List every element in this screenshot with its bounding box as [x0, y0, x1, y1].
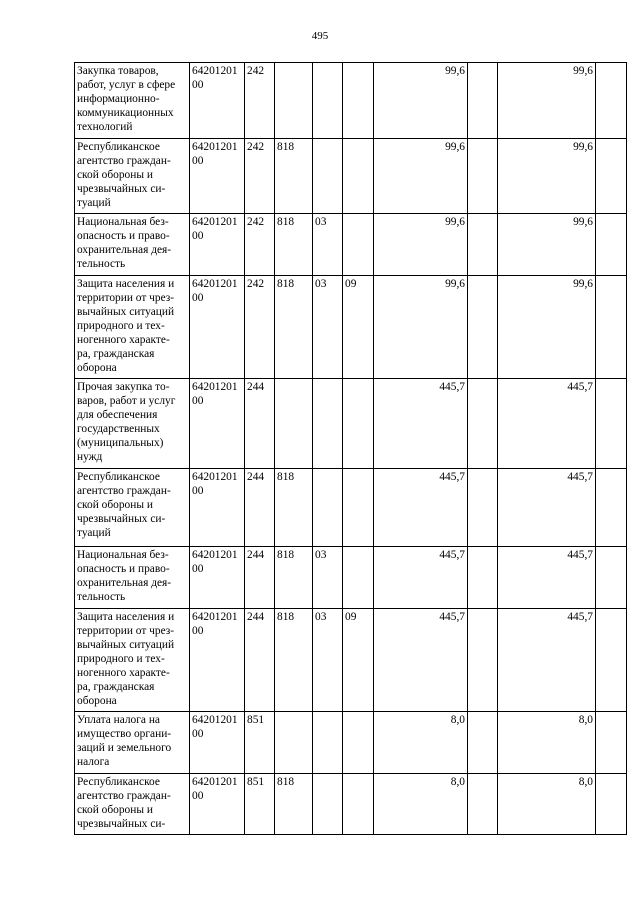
row-name-cell: Прочая закупка то- варов, работ и услуг для обеспечения государственных (муниципальных) нужд: [75, 379, 190, 469]
target-code-cell: 64201201 00: [190, 609, 245, 712]
empty-cell: [596, 139, 627, 214]
expense-type-cell: 244: [245, 547, 275, 609]
amount-cell-2: 445,7: [498, 469, 596, 547]
empty-cell: [468, 214, 498, 276]
amount-cell-2: 99,6: [498, 276, 596, 379]
amount-cell-1: 445,7: [374, 609, 468, 712]
expense-type-cell: 244: [245, 379, 275, 469]
subsection-code-cell: [343, 469, 374, 547]
target-code-cell: 64201201 00: [190, 214, 245, 276]
amount-cell-1: 99,6: [374, 139, 468, 214]
target-code-cell: 64201201 00: [190, 774, 245, 835]
empty-cell: [468, 469, 498, 547]
amount-cell-2: 99,6: [498, 214, 596, 276]
department-code-cell: 818: [275, 214, 313, 276]
target-code-cell: 64201201 00: [190, 276, 245, 379]
expense-type-cell: 244: [245, 469, 275, 547]
empty-cell: [596, 547, 627, 609]
department-code-cell: 818: [275, 139, 313, 214]
amount-cell-2: 99,6: [498, 63, 596, 139]
department-code-cell: 818: [275, 609, 313, 712]
expense-type-cell: 851: [245, 712, 275, 774]
empty-cell: [596, 379, 627, 469]
empty-cell: [596, 609, 627, 712]
empty-cell: [468, 139, 498, 214]
amount-cell-2: 445,7: [498, 379, 596, 469]
subsection-code-cell: 09: [343, 609, 374, 712]
amount-cell-1: 8,0: [374, 712, 468, 774]
subsection-code-cell: [343, 379, 374, 469]
amount-cell-2: 445,7: [498, 609, 596, 712]
target-code-cell: 64201201 00: [190, 379, 245, 469]
empty-cell: [596, 712, 627, 774]
expense-type-cell: 244: [245, 609, 275, 712]
budget-table: [74, 62, 627, 835]
row-name-cell: Национальная без- опасность и право- охранительная дея- тельность: [75, 547, 190, 609]
subsection-code-cell: [343, 712, 374, 774]
department-code-cell: 818: [275, 547, 313, 609]
department-code-cell: 818: [275, 774, 313, 835]
amount-cell-2: 99,6: [498, 139, 596, 214]
row-name-cell: Национальная без- опасность и право- охранительная дея- тельность: [75, 214, 190, 276]
amount-cell-2: 8,0: [498, 712, 596, 774]
row-name-cell: Республиканское агентство граждан- ской обороны и чрезвычайных си- туаций: [75, 139, 190, 214]
amount-cell-1: 99,6: [374, 63, 468, 139]
subsection-code-cell: [343, 139, 374, 214]
department-code-cell: 818: [275, 276, 313, 379]
amount-cell-1: 8,0: [374, 774, 468, 835]
subsection-code-cell: [343, 547, 374, 609]
table-row: [75, 214, 627, 276]
target-code-cell: 64201201 00: [190, 63, 245, 139]
empty-cell: [596, 469, 627, 547]
empty-cell: [468, 276, 498, 379]
amount-cell-2: 8,0: [498, 774, 596, 835]
expense-type-cell: 242: [245, 63, 275, 139]
subsection-code-cell: [343, 63, 374, 139]
section-code-cell: [313, 774, 343, 835]
row-name-cell: Республиканское агентство граждан- ской обороны и чрезвычайных си-: [75, 774, 190, 835]
amount-cell-1: 99,6: [374, 214, 468, 276]
target-code-cell: 64201201 00: [190, 139, 245, 214]
page-number: 495: [311, 30, 329, 42]
department-code-cell: [275, 379, 313, 469]
section-code-cell: [313, 139, 343, 214]
expense-type-cell: 242: [245, 276, 275, 379]
empty-cell: [468, 712, 498, 774]
row-name-cell: Закупка товаров, работ, услуг в сфере информационно- коммуникационных технологий: [75, 63, 190, 139]
row-name-cell: Защита населения и территории от чрез- вычайных ситуаций природного и тех- ногенного характе- ра, гражданская оборона: [75, 609, 190, 712]
empty-cell: [468, 609, 498, 712]
table-row: [75, 63, 627, 139]
section-code-cell: 03: [313, 547, 343, 609]
empty-cell: [468, 379, 498, 469]
empty-cell: [596, 774, 627, 835]
section-code-cell: 03: [313, 609, 343, 712]
amount-cell-2: 445,7: [498, 547, 596, 609]
section-code-cell: 03: [313, 276, 343, 379]
department-code-cell: [275, 63, 313, 139]
subsection-code-cell: [343, 214, 374, 276]
target-code-cell: 64201201 00: [190, 547, 245, 609]
table-row: [75, 469, 627, 547]
row-name-cell: Республиканское агентство граждан- ской обороны и чрезвычайных си- туаций: [75, 469, 190, 547]
amount-cell-1: 445,7: [374, 547, 468, 609]
empty-cell: [596, 63, 627, 139]
subsection-code-cell: [343, 774, 374, 835]
target-code-cell: 64201201 00: [190, 469, 245, 547]
empty-cell: [596, 276, 627, 379]
section-code-cell: [313, 712, 343, 774]
table-row: [75, 774, 627, 835]
department-code-cell: [275, 712, 313, 774]
section-code-cell: 03: [313, 214, 343, 276]
target-code-cell: 64201201 00: [190, 712, 245, 774]
amount-cell-1: 445,7: [374, 379, 468, 469]
amount-cell-1: 99,6: [374, 276, 468, 379]
table-row: [75, 379, 627, 469]
amount-cell-1: 445,7: [374, 469, 468, 547]
section-code-cell: [313, 63, 343, 139]
row-name-cell: Защита населения и территории от чрез- вычайных ситуаций природного и тех- ногенного характе- ра, гражданская оборона: [75, 276, 190, 379]
department-code-cell: 818: [275, 469, 313, 547]
table-row: [75, 712, 627, 774]
empty-cell: [468, 774, 498, 835]
expense-type-cell: 242: [245, 139, 275, 214]
row-name-cell: Уплата налога на имущество органи- заций и земельного налога: [75, 712, 190, 774]
table-row: [75, 276, 627, 379]
table-row: [75, 547, 627, 609]
section-code-cell: [313, 469, 343, 547]
expense-type-cell: 851: [245, 774, 275, 835]
subsection-code-cell: 09: [343, 276, 374, 379]
empty-cell: [468, 547, 498, 609]
section-code-cell: [313, 379, 343, 469]
table-row: [75, 609, 627, 712]
empty-cell: [596, 214, 627, 276]
table-row: [75, 139, 627, 214]
expense-type-cell: 242: [245, 214, 275, 276]
empty-cell: [468, 63, 498, 139]
